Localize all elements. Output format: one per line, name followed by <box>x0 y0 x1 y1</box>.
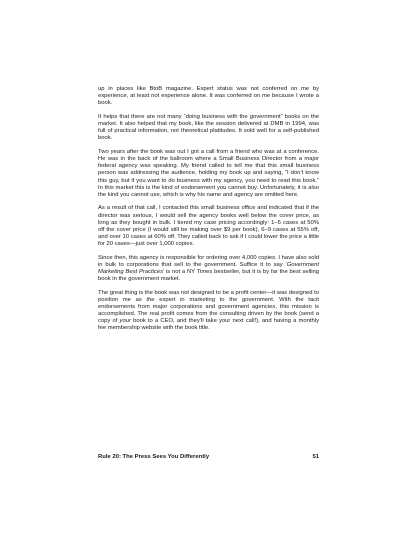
italic-text: your <box>119 318 131 325</box>
body-text <box>98 86 319 339</box>
text-run: Since then, this agency is responsible for ordering over 4,000 copies. I have also sold in bulk to corporations that sell to the government. Suffice it to say ‘ <box>98 254 319 268</box>
text-run: The great thing is the book was not designed to be a profit center—it was designed to position me as <box>98 289 319 303</box>
text-run: As a result of that call, I contacted this small business office and indicated that if the director was serious, I would sell the agency books well below the cover price, as long as they bought in bulk. I tiered my case pricing accordingly: 1–5 cases at 50% off the cover price (I would still be making over $9 per book), 6–9 cases at 55% off, and over 10 cases at 60% off. They called back to ask if I could lower the price a little for 20 cases—just over 1,000 copies. <box>98 205 319 248</box>
paragraph <box>98 255 319 284</box>
paragraph <box>98 149 319 199</box>
text-run: book to a CEO, and they’ll take your next call!), and having a monthly fee membership website with the book title. <box>98 318 320 332</box>
text-run: It helps that there are not many “doing business with the government” books on the market. It also helped that my book, like the session delivered at DMB in 1994, was full of practical information, not theoretical platitudes. It sold well for a self-published book. <box>98 113 319 142</box>
text-run: up in places like BtoB magazine. Expert status was not conferred on me by experience, at least not experience alone. It was conferred on me because I wrote a book. <box>98 86 319 107</box>
italic-text: Government Marketing Best Practices <box>98 261 319 275</box>
page-number: 51 <box>312 454 319 460</box>
text-run: ’ is not a NY Times bestseller, but it is by far the best selling book in the government market. <box>98 269 319 283</box>
chapter-title: Rule 20: The Press Sees You Differently <box>98 454 210 460</box>
italic-text: the <box>146 296 155 303</box>
text-run: Two years after the book was out I got a call from a friend who was at a conference. He was in the back of the ballroom where a Small Business Director from a major federal agency was speaking. My friend called to tell me that this small business person was addressing the audience, holding my book up and saying, “I don’t know this guy, but if you want to do business with my agency, you need to read this book.” In this market this is the kind of endorsement you cannot buy. Unfortunately, it is also the kind you cannot use, which is why his name and agency are omitted here. <box>98 148 319 198</box>
paragraph <box>98 86 319 107</box>
paragraph <box>98 290 319 333</box>
running-footer <box>98 453 319 461</box>
text-run: expert in marketing to the government. With the tacit endorsements from major corporations and government agencies, this mission is accomplished. The real profit comes from the consulting driven by the book (send a copy of <box>98 296 319 325</box>
paragraph <box>98 205 319 248</box>
paragraph <box>98 114 319 143</box>
